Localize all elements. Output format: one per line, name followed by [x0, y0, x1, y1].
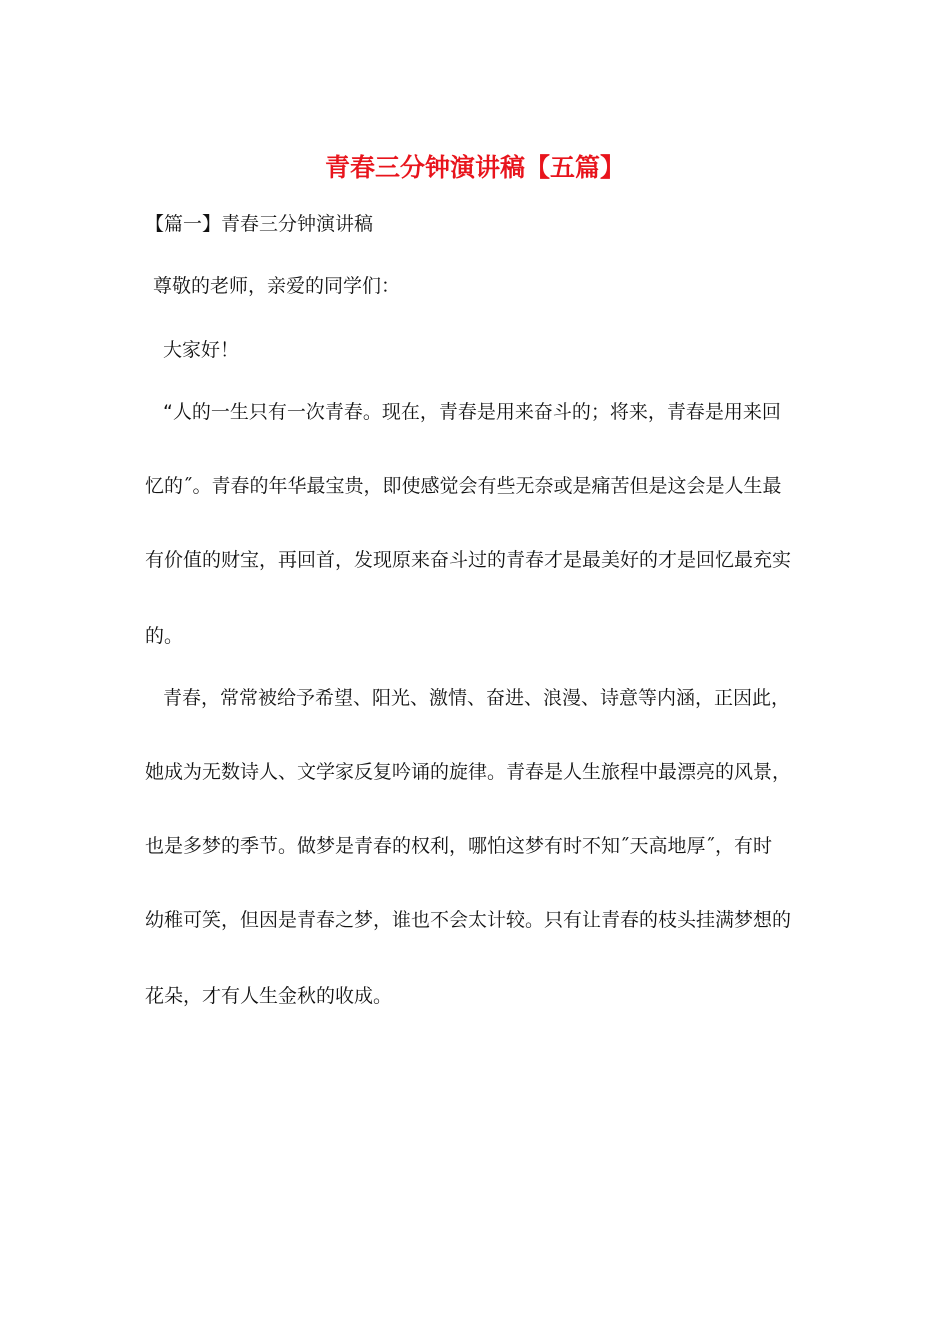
paragraph-line: 幼稚可笑，但因是青春之梦，谁也不会太计较。只有让青春的枝头挂满梦想的 [145, 909, 792, 931]
document-title: 青春三分钟演讲稿【五篇】 [324, 153, 625, 182]
paragraph-line: 有价值的财宝，再回首，发现原来奋斗过的青春才是最美好的才是回忆最充实 [145, 549, 792, 571]
salutation: 尊敬的老师，亲爱的同学们： [153, 275, 401, 297]
section-heading: 【篇一】青春三分钟演讲稿 [145, 213, 374, 235]
paragraph-line: 忆的˝。青春的年华最宝贵，即使感觉会有些无奈或是痛苦但是这会是人生最 [145, 475, 782, 497]
paragraph-line: 也是多梦的季节。做梦是青春的权利，哪怕这梦有时不知˝天高地厚˝，有时 [145, 835, 773, 857]
paragraph-line: 花朵，才有人生金秋的收成。 [145, 985, 393, 1007]
paragraph-line: 她成为无数诗人、文学家反复吟诵的旋律。青春是人生旅程中最漂亮的风景， [145, 761, 792, 783]
greeting: 大家好！ [163, 339, 240, 361]
paragraph-line: 青春，常常被给予希望、阳光、激情、奋进、浪漫、诗意等内涵，正因此， [163, 687, 791, 709]
paragraph-line: “人的一生只有一次青春。现在，青春是用来奋斗的；将来，青春是用来回 [163, 401, 781, 423]
paragraph-line: 的。 [145, 625, 184, 647]
